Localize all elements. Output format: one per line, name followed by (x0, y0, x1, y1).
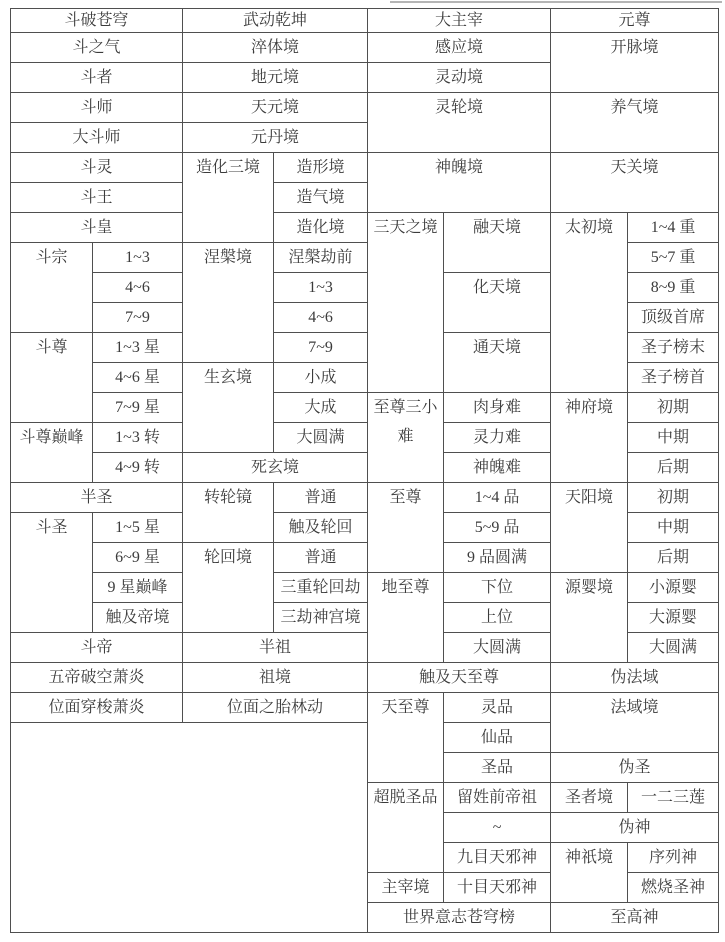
realm-cell: 太初境 (551, 213, 628, 393)
table-row (11, 93, 719, 123)
realm-cell: 半祖 (183, 633, 368, 663)
realm-cell: 超脱圣品 (368, 783, 444, 873)
realm-cell: 伪神 (551, 813, 719, 843)
table-row (11, 153, 719, 183)
table-row (11, 33, 719, 63)
realm-comparison-table (10, 8, 719, 933)
realm-cell: 养气境 (551, 93, 719, 153)
realm-cell: 转轮镜 (183, 483, 274, 543)
realm-cell: 6~9 星 (93, 543, 183, 573)
realm-cell: 留姓前帝祖 (444, 783, 551, 813)
realm-cell: 1~3 星 (93, 333, 183, 363)
header-row (11, 9, 719, 33)
realm-cell: 至高神 (551, 903, 719, 933)
column-header-cell: 斗破苍穹 (11, 9, 183, 33)
realm-cell: 死玄境 (183, 453, 368, 483)
realm-cell: 燃烧圣神 (628, 873, 719, 903)
realm-cell: 至尊三小难 (368, 393, 444, 483)
realm-cell: 斗师 (11, 93, 183, 123)
realm-cell: 顶级首席 (628, 303, 719, 333)
realm-cell: 1~3 (274, 273, 368, 303)
realm-cell: 5~9 品 (444, 513, 551, 543)
realm-cell: 造形境 (274, 153, 368, 183)
realm-cell: 地元境 (183, 63, 368, 93)
realm-cell: 8~9 重 (628, 273, 719, 303)
realm-cell: 小源婴 (628, 573, 719, 603)
realm-cell: 触及天至尊 (368, 663, 551, 693)
realm-cell: 后期 (628, 453, 719, 483)
realm-cell: 五帝破空萧炎 (11, 663, 183, 693)
realm-cell: 斗之气 (11, 33, 183, 63)
realm-cell: 通天境 (444, 333, 551, 393)
realm-cell: 融天境 (444, 213, 551, 273)
realm-cell: 触及轮回 (274, 513, 368, 543)
realm-cell: 位面穿梭萧炎 (11, 693, 183, 723)
realm-cell: 初期 (628, 393, 719, 423)
realm-cell: 天关境 (551, 153, 719, 213)
realm-cell: 肉身难 (444, 393, 551, 423)
realm-cell: 4~6 (274, 303, 368, 333)
realm-cell: 小成 (274, 363, 368, 393)
realm-cell: 十目天邪神 (444, 873, 551, 903)
column-header-cell: 元尊 (551, 9, 719, 33)
realm-cell: 斗王 (11, 183, 183, 213)
realm-cell: 主宰境 (368, 873, 444, 903)
realm-cell: 上位 (444, 603, 551, 633)
realm-cell: 下位 (444, 573, 551, 603)
realm-cell: 圣者境 (551, 783, 628, 813)
realm-cell: 大成 (274, 393, 368, 423)
realm-cell: 涅槃境 (183, 243, 274, 363)
realm-cell: 神魄难 (444, 453, 551, 483)
realm-cell: 普通 (274, 543, 368, 573)
realm-cell: 开脉境 (551, 33, 719, 93)
realm-cell: 触及帝境 (93, 603, 183, 633)
realm-cell: 化天境 (444, 273, 551, 333)
realm-cell: 源婴境 (551, 573, 628, 663)
realm-cell: 斗帝 (11, 633, 183, 663)
realm-cell: 中期 (628, 513, 719, 543)
realm-cell: 5~7 重 (628, 243, 719, 273)
realm-cell: 淬体境 (183, 33, 368, 63)
realm-cell: 1~3 转 (93, 423, 183, 453)
realm-cell: 灵轮境 (368, 93, 551, 153)
realm-cell: 斗圣 (11, 513, 93, 633)
realm-cell: 灵动境 (368, 63, 551, 93)
realm-cell: 造气境 (274, 183, 368, 213)
realm-cell: 大源婴 (628, 603, 719, 633)
table-row (11, 393, 719, 423)
realm-cell: 斗灵 (11, 153, 183, 183)
realm-cell: 天至尊 (368, 693, 444, 783)
realm-cell: 斗尊 (11, 333, 93, 423)
table-row (11, 573, 719, 603)
realm-cell: 九目天邪神 (444, 843, 551, 873)
realm-cell: 灵力难 (444, 423, 551, 453)
realm-cell: 神府境 (551, 393, 628, 483)
table-row (11, 213, 719, 243)
realm-cell: 半圣 (11, 483, 183, 513)
realm-cell: ~ (444, 813, 551, 843)
realm-cell: 1~5 星 (93, 513, 183, 543)
scan-artifact-line (390, 1, 722, 3)
realm-cell: 神祇境 (551, 843, 628, 903)
realm-cell (11, 723, 368, 933)
realm-cell: 序列神 (628, 843, 719, 873)
realm-cell: 1~3 (93, 243, 183, 273)
realm-cell: 三劫神宫境 (274, 603, 368, 633)
table-row (11, 483, 719, 513)
table-row (11, 693, 719, 723)
realm-cell: 斗尊巅峰 (11, 423, 93, 483)
realm-cell: 圣品 (444, 753, 551, 783)
realm-cell: 1~4 品 (444, 483, 551, 513)
realm-cell: 一二三莲 (628, 783, 719, 813)
realm-cell: 三重轮回劫 (274, 573, 368, 603)
realm-cell: 大圆满 (444, 633, 551, 663)
realm-cell: 大斗师 (11, 123, 183, 153)
realm-cell: 位面之胎林动 (183, 693, 368, 723)
realm-cell: 4~6 (93, 273, 183, 303)
realm-cell: 伪圣 (551, 753, 719, 783)
realm-cell: 世界意志苍穹榜 (368, 903, 551, 933)
realm-cell: 初期 (628, 483, 719, 513)
realm-cell: 法域境 (551, 693, 719, 753)
realm-cell: 斗皇 (11, 213, 183, 243)
realm-cell: 9 品圆满 (444, 543, 551, 573)
realm-cell: 造化境 (274, 213, 368, 243)
realm-cell: 4~9 转 (93, 453, 183, 483)
realm-cell: 圣子榜首 (628, 363, 719, 393)
realm-cell: 斗者 (11, 63, 183, 93)
realm-cell: 1~4 重 (628, 213, 719, 243)
realm-cell: 大圆满 (628, 633, 719, 663)
realm-cell: 4~6 星 (93, 363, 183, 393)
realm-cell: 天阳境 (551, 483, 628, 573)
realm-cell: 斗宗 (11, 243, 93, 333)
realm-cell: 7~9 星 (93, 393, 183, 423)
realm-cell: 三天之境 (368, 213, 444, 393)
realm-cell: 神魄境 (368, 153, 551, 213)
realm-cell: 灵品 (444, 693, 551, 723)
realm-cell: 伪法域 (551, 663, 719, 693)
realm-cell: 仙品 (444, 723, 551, 753)
realm-cell: 普通 (274, 483, 368, 513)
realm-cell: 元丹境 (183, 123, 368, 153)
column-header-cell: 大主宰 (368, 9, 551, 33)
realm-cell: 9 星巅峰 (93, 573, 183, 603)
table-row (11, 663, 719, 693)
realm-cell: 生玄境 (183, 363, 274, 453)
realm-cell: 地至尊 (368, 573, 444, 663)
realm-cell: 轮回境 (183, 543, 274, 633)
column-header-cell: 武动乾坤 (183, 9, 368, 33)
realm-cell: 大圆满 (274, 423, 368, 453)
realm-cell: 7~9 (93, 303, 183, 333)
realm-cell: 祖境 (183, 663, 368, 693)
realm-cell: 感应境 (368, 33, 551, 63)
realm-cell: 7~9 (274, 333, 368, 363)
realm-cell: 造化三境 (183, 153, 274, 243)
realm-cell: 中期 (628, 423, 719, 453)
realm-cell: 涅槃劫前 (274, 243, 368, 273)
realm-cell: 圣子榜末 (628, 333, 719, 363)
realm-cell: 后期 (628, 543, 719, 573)
realm-cell: 至尊 (368, 483, 444, 573)
realm-cell: 天元境 (183, 93, 368, 123)
